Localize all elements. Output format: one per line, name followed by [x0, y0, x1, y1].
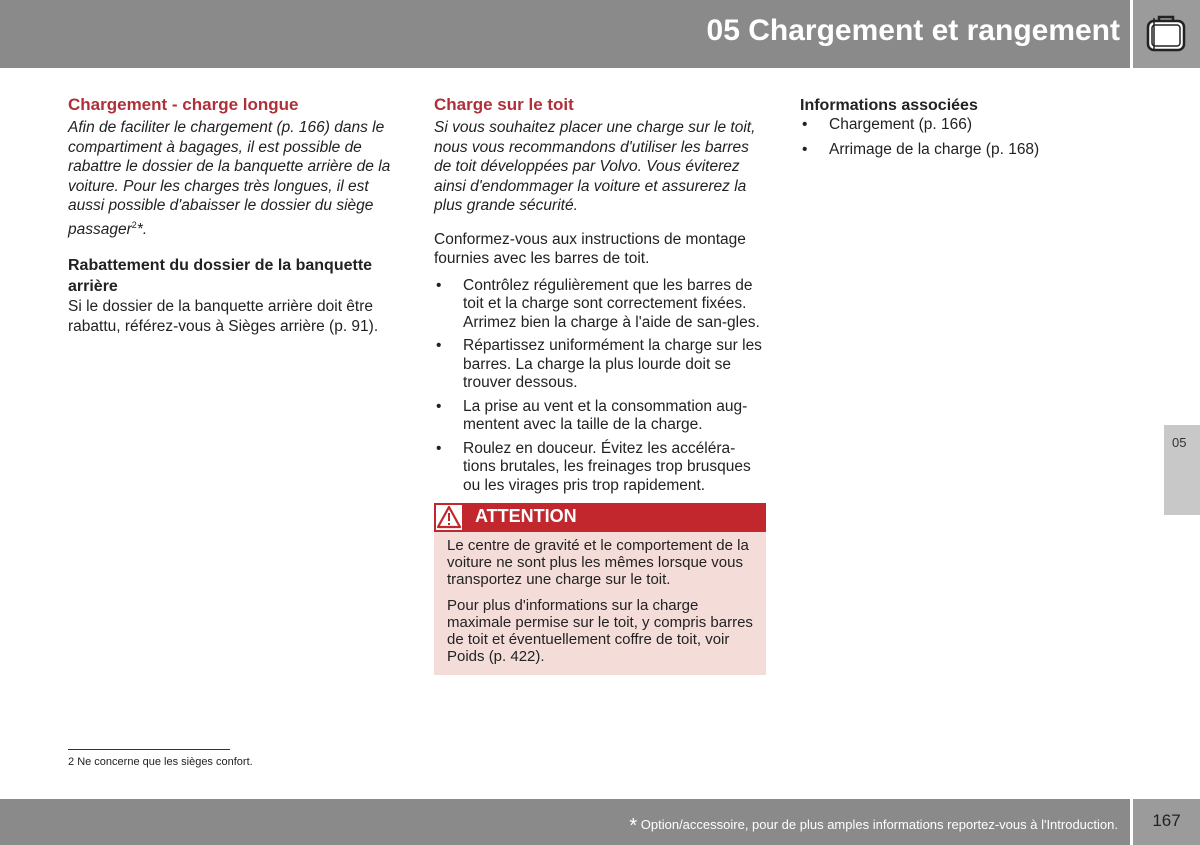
related-info-heading: Informations associées — [800, 97, 978, 114]
long-load-intro — [68, 118, 403, 239]
bullet-icon: • — [436, 276, 442, 294]
list-item-text: Roulez en douceur. Évitez les accéléra-tions brutales, les freinages trop brusques ou les virages pris trop rapidement. — [463, 439, 751, 494]
list-item — [434, 398, 767, 435]
section-heading-long-load: Chargement - charge longue — [68, 95, 299, 114]
option-marker: *. — [136, 220, 148, 238]
column-long-load — [68, 95, 403, 336]
warning-icon-box — [436, 505, 462, 530]
related-info-list — [800, 116, 1100, 159]
page-number: 167 — [1152, 811, 1181, 830]
column-roof-load — [434, 95, 767, 675]
column-related-info — [800, 95, 1100, 165]
long-load-intro-text: Afin de faciliter le chargement (p. 166) dans le compartiment à bagages, il est possible de rabattre le dossier de la banquette arrière de la voiture. Pour les charges très longues, il est aussi possible d'abaisser le dossier du siège passager — [68, 119, 391, 238]
footnote-ref: 2 — [131, 219, 137, 230]
rear-seat-text: Si le dossier de la banquette arrière doit être rabattu, référez-vous à Sièges arrière (p. 91). — [68, 298, 379, 335]
suitcase-icon — [1145, 12, 1187, 54]
footnote — [68, 756, 253, 768]
list-item-text: La prise au vent et la consommation aug-mentent avec la taille de la charge. — [463, 397, 748, 433]
related-link-text[interactable]: Chargement (p. 166) — [829, 116, 973, 133]
option-star: * — [629, 815, 638, 837]
footnote-rule — [68, 749, 230, 750]
warning-paragraph: Le centre de gravité et le comportement de la voiture ne sont plus les mêmes lorsque vous transportez une charge sur le toit. — [447, 537, 749, 588]
page-footer — [0, 799, 1130, 845]
roof-load-instructions: Conformez-vous aux instructions de montage fournies avec les barres de toit. — [434, 230, 746, 267]
warning-triangle-icon — [436, 505, 462, 530]
related-link[interactable] — [800, 141, 1100, 160]
chapter-icon-tab — [1133, 0, 1200, 68]
subheading-rear-seat: Rabattement du dossier de la banquette arrière — [68, 257, 373, 296]
footer-note — [629, 815, 1118, 838]
related-link-text[interactable]: Arrimage de la charge (p. 168) — [829, 140, 1040, 158]
related-link[interactable] — [800, 116, 1100, 135]
roof-load-intro: Si vous souhaitez placer une charge sur le toit, nous vous recommandons d'utiliser les barres de toit développées par Volvo. Vous éviterez ainsi d'endommager la voiture et assurerez la plus grande sécurité. — [434, 119, 756, 214]
footnote-number: 2 — [68, 756, 75, 768]
list-item — [434, 337, 767, 393]
warning-box — [434, 503, 766, 675]
chapter-title: 05 Chargement et rangement — [706, 14, 1120, 47]
footer-note-text: Option/accessoire, pour de plus amples informations reportez-vous à l'Introduction. — [640, 817, 1118, 832]
list-item — [434, 277, 767, 333]
chapter-side-tab-label: 05 — [1172, 435, 1187, 450]
bullet-icon: • — [436, 337, 442, 354]
warning-body — [434, 532, 766, 675]
list-item-text: Contrôlez régulièrement que les barres de toit et la charge sont correctement fixées. Arrimez bien la charge à l'aide de san-gles. — [463, 276, 760, 331]
bullet-icon: • — [802, 140, 808, 158]
section-heading-roof-load: Charge sur le toit — [434, 95, 574, 114]
warning-paragraph: Pour plus d'informations sur la charge maximale permise sur le toit, y compris barres de toit et éventuellement coffre de toit, voir Poids (p. 422). — [447, 597, 753, 665]
list-item-text: Répartissez uniformément la charge sur les barres. La charge la plus lourde doit se trouver dessous. — [463, 337, 762, 391]
page-header — [0, 0, 1130, 68]
bullet-icon: • — [436, 439, 442, 457]
bullet-icon: • — [802, 116, 808, 133]
list-item — [434, 440, 767, 496]
page-number-box — [1133, 799, 1200, 845]
warning-title: ATTENTION — [475, 506, 577, 526]
warning-header — [434, 503, 766, 532]
bullet-icon: • — [436, 397, 442, 415]
footnote-text: Ne concerne que les sièges confort. — [77, 756, 253, 768]
roof-load-list — [434, 277, 767, 496]
chapter-side-tab — [1164, 425, 1200, 515]
